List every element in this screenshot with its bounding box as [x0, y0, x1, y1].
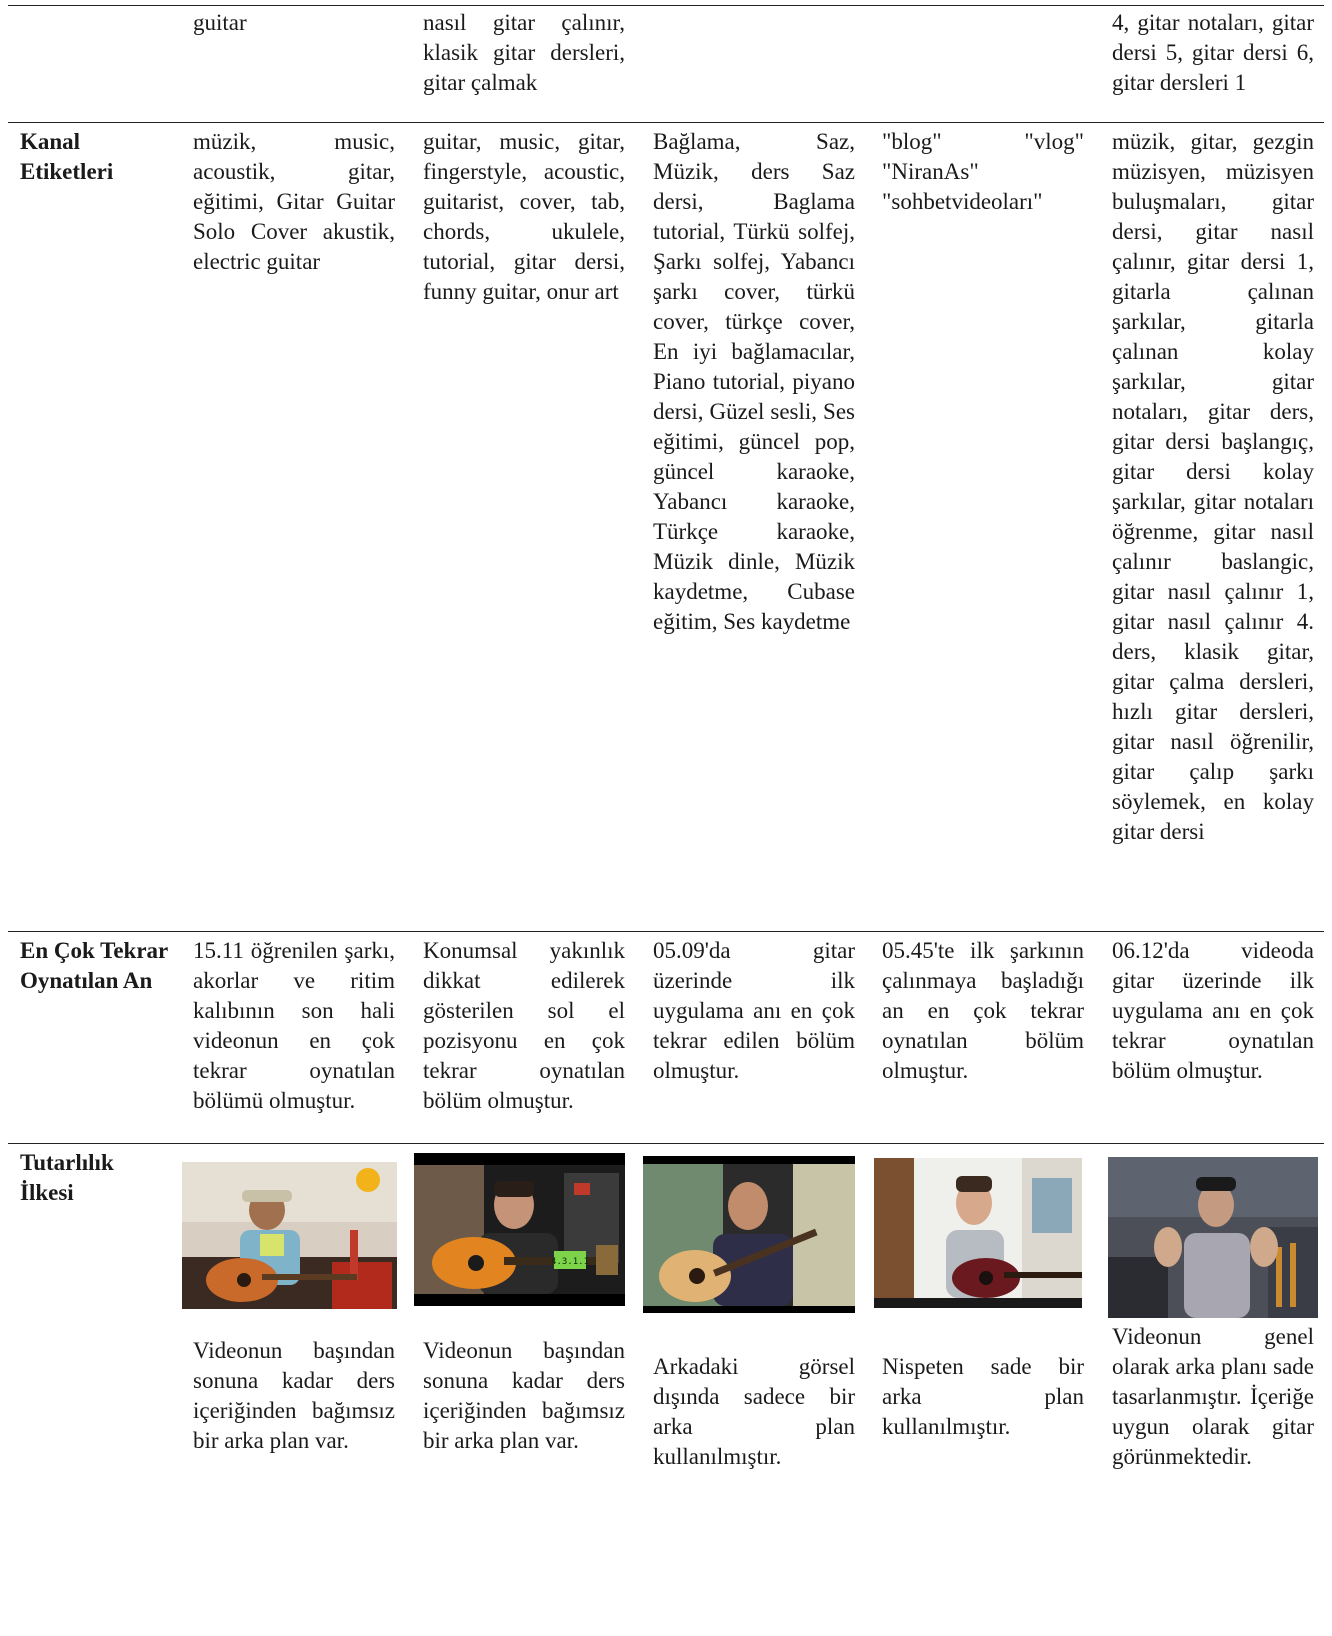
video-thumbnail-3: [643, 1156, 855, 1313]
row-header-kanal-etiketleri: Kanal Etiketleri: [20, 129, 114, 184]
cell-r2-c4: 05.45'te ilk şarkının çalınmaya başladığı an en çok tekrar oynatılan bölüm olmuştur.: [882, 938, 1084, 1083]
table-rule-top: [8, 5, 1324, 6]
cell-r0-c5: 4, gitar notaları, gitar dersi 5, gitar dersi 6, gitar dersleri 1: [1112, 10, 1314, 95]
thumb-overlay-label: 4.3.1.1: [551, 1257, 589, 1267]
cell-r3-c2: Videonun başından sonuna kadar ders içeriğinden bağımsız bir arka plan var.: [423, 1338, 625, 1453]
video-thumbnail-1: [182, 1162, 397, 1309]
cell-r1-c4: "blog" "vlog" "NiranAs" "sohbetvideoları": [882, 129, 1084, 214]
video-frame-image: [1108, 1157, 1318, 1318]
cell-r1-c5: müzik, gitar, gezgin müzisyen, müzisyen buluşmaları, gitar dersi, gitar nasıl çalınır, gitar dersi 1, gitarla çalınan şarkılar, gitarla çalınan kolay şarkılar, gitar notaları, gitar ders, gitar dersi başlangıç, gitar dersi kolay şarkılar, gitar notaları öğrenme, gitar nasıl çalınır baslangic, gitar nasıl çalınır 1, gitar nasıl çalınır 4. ders, klasik gitar, gitar çalma dersleri, hızlı gitar dersleri, gitar nasıl öğrenilir, gitar çalıp şarkı söylemek, en kolay gitar dersi: [1112, 129, 1314, 844]
cell-r2-c5: 06.12'da videoda gitar üzerinde ilk uygulama anı en çok tekrar oynatılan bölüm olmuştur.: [1112, 938, 1314, 1083]
table-rule: [8, 122, 1324, 123]
cell-r2-c3: 05.09'da gitar üzerinde ilk uygulama anı en çok tekrar edilen bölüm olmuştur.: [653, 938, 855, 1083]
video-frame-image: [874, 1158, 1082, 1308]
video-thumbnail-4: [874, 1158, 1082, 1308]
cell-r1-c1: müzik, music, acoustik, gitar, eğitimi, Gitar Guitar Solo Cover akustik, electric guitar: [193, 129, 395, 274]
video-thumbnail-2: [414, 1153, 625, 1306]
cell-r1-c2: guitar, music, gitar, fingerstyle, acoustic, guitarist, cover, tab, chords, ukulele, tutorial, gitar dersi, funny guitar, onur art: [423, 129, 625, 304]
cell-r0-c2: nasıl gitar çalınır, klasik gitar dersleri, gitar çalmak: [423, 10, 625, 95]
cell-r3-c1: Videonun başından sonuna kadar ders içeriğinden bağımsız bir arka plan var.: [193, 1338, 395, 1453]
cell-r1-c3: Bağlama, Saz, Müzik, ders Saz dersi, Baglama tutorial, Türkü solfej, Şarkı solfej, Yabancı şarkı cover, türkü cover, türkçe cover, En iyi bağlamacılar, Piano tutorial, piyano dersi, Güzel sesli, Ses eğitimi, güncel pop, güncel karaoke, Yabancı karaoke, Türkçe karaoke, Müzik dinle, Müzik kaydetme, Cubase eğitim, Ses kaydetme: [653, 129, 855, 634]
row-header-en-cok-tekrar: En Çok Tekrar Oynatılan An: [20, 938, 168, 993]
row-header-tutarlilik-ilkesi: Tutarlılık İlkesi: [20, 1150, 114, 1205]
video-frame-image: [643, 1156, 855, 1313]
cell-r2-c2: Konumsal yakınlık dikkat edilerek gösterilen sol el pozisyonu en çok tekrar oynatılan bölüm olmuştur.: [423, 938, 625, 1113]
video-frame-image: [414, 1153, 625, 1306]
cell-r0-c1: guitar: [193, 10, 247, 35]
cell-r3-c5: Videonun genel olarak arka planı sade tasarlanmıştır. İçeriğe uygun olarak gitar görünmektedir.: [1112, 1324, 1314, 1469]
cell-r3-c3: Arkadaki görsel dışında sadece bir arka plan kullanılmıştır.: [653, 1354, 855, 1469]
cell-r2-c1: 15.11 öğrenilen şarkı, akorlar ve ritim kalıbının son hali videonun en çok tekrar oynatılan bölümü olmuştur.: [193, 938, 395, 1113]
cell-r3-c4: Nispeten sade bir arka plan kullanılmıştır.: [882, 1354, 1084, 1439]
table-rule: [8, 931, 1324, 932]
table-rule: [8, 1143, 1324, 1144]
video-frame-image: [182, 1162, 397, 1309]
video-thumbnail-5: [1108, 1157, 1318, 1318]
